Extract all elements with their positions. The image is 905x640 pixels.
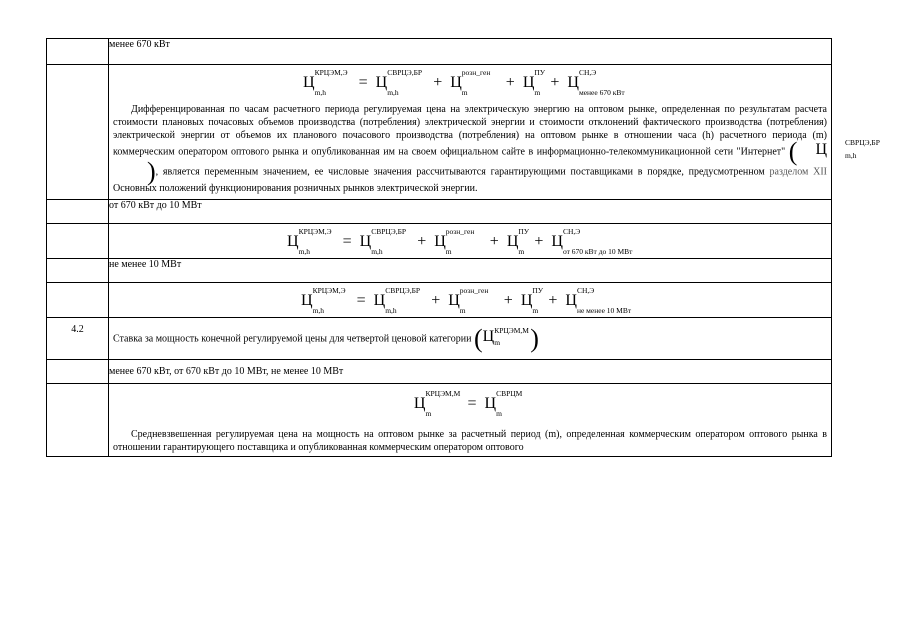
formula-lt670: Ц КРЦЭМ,Э m,h = Ц СВРЦЭ,БР m,h + Ц розн_ген m + Ц ПУ m + Ц СН,Э менее 670 кВт: [303, 68, 625, 97]
formula-term-3: Ц ПУ m: [522, 68, 546, 97]
formula-term-1: Ц СВРЦЭ,БР m,h: [375, 68, 423, 97]
category-label-lt670: [109, 39, 832, 65]
num-cell: [47, 360, 109, 384]
description-paragraph-2: Средневзвешенная регулируемая цена на мощность на оптовом рынке за расчетный период (m), определенная коммерческим оператором оптового рынка в отношении гарантирующего поставщика и опубликованная коммерческим оператором оптового: [113, 429, 827, 453]
num-cell: [47, 224, 109, 259]
formula-lhs: Ц КРЦЭМ,Э m,h: [303, 68, 348, 97]
inline-symbol: Ц СВРЦЭ,БР m,h: [815, 138, 880, 161]
num-cell: [47, 384, 109, 457]
num-cell: [47, 200, 109, 224]
section-link[interactable]: разделом XII: [769, 166, 827, 178]
formula-cell-lt670: [109, 65, 880, 200]
formula-power: Ц КРЦЭМ,М m = Ц СВРЦМ m: [413, 389, 523, 418]
formula-670-10: Ц КРЦЭМ,Э m,h = Ц СВРЦЭ,БР m,h + Ц розн_ген m + Ц ПУ m + Ц СН,Э от 670 кВт до 10 МВт: [287, 227, 633, 256]
formula-term-4: Ц СН,Э менее 670 кВт: [567, 68, 625, 97]
description-paragraph-1: Дифференцированная по часам расчетного периода регулируемая цена на электрическую энергию на оптовом рынке, определенная по результатам расчета стоимости плановых почасовых объемов производства (потребления) электрической энергии и стоимости отклонений фактического производства (потребления) электрической энергии от объемов их планового почасового производства (потребления) на оптовом рынке в отношении часа (h) расчетного периода (m) коммерческим оператором оптового рынка и опубликованная им на своем официальном сайте в информационно-телекоммуникационной сети "Интернет" ( Ц СВРЦЭ,БР m,h ), является переменным значением, ее числовые значения рассчитываются гарантирующими поставщиками в порядке, предусмотренном разделом XII Основных положений функционирования розничных рынков электрической энергии.: [113, 104, 880, 194]
num-cell: [47, 283, 109, 318]
formula-cell-gte10: [109, 283, 832, 318]
formula-gte10: Ц КРЦЭМ,Э m,h = Ц СВРЦЭ,БР m,h + Ц розн_ген m + Ц ПУ m + Ц СН,Э не менее 10 МВт: [301, 286, 632, 315]
formula-cell-670-10: [109, 224, 832, 259]
formula-cell-power: [109, 384, 832, 457]
formula-term-2: Ц розн_ген m: [450, 68, 491, 97]
tariff-table: [46, 38, 880, 457]
category-label-all: менее 670 кВт, от 670 кВт до 10 МВт, не менее 10 МВт: [109, 360, 832, 384]
category-text: менее 670 кВт: [109, 39, 170, 50]
category-label-670-10: от 670 кВт до 10 МВт: [109, 200, 832, 224]
num-cell: [47, 65, 109, 200]
num-cell: [47, 39, 109, 65]
num-cell: [47, 259, 109, 283]
category-label-gte10: не менее 10 МВт: [109, 259, 832, 283]
item-number: 4.2: [47, 318, 109, 360]
item-4-2-title: Ставка за мощность конечной регулируемой цены для четвертой ценовой категории (Ц КРЦЭМ,М m ): [109, 318, 832, 360]
